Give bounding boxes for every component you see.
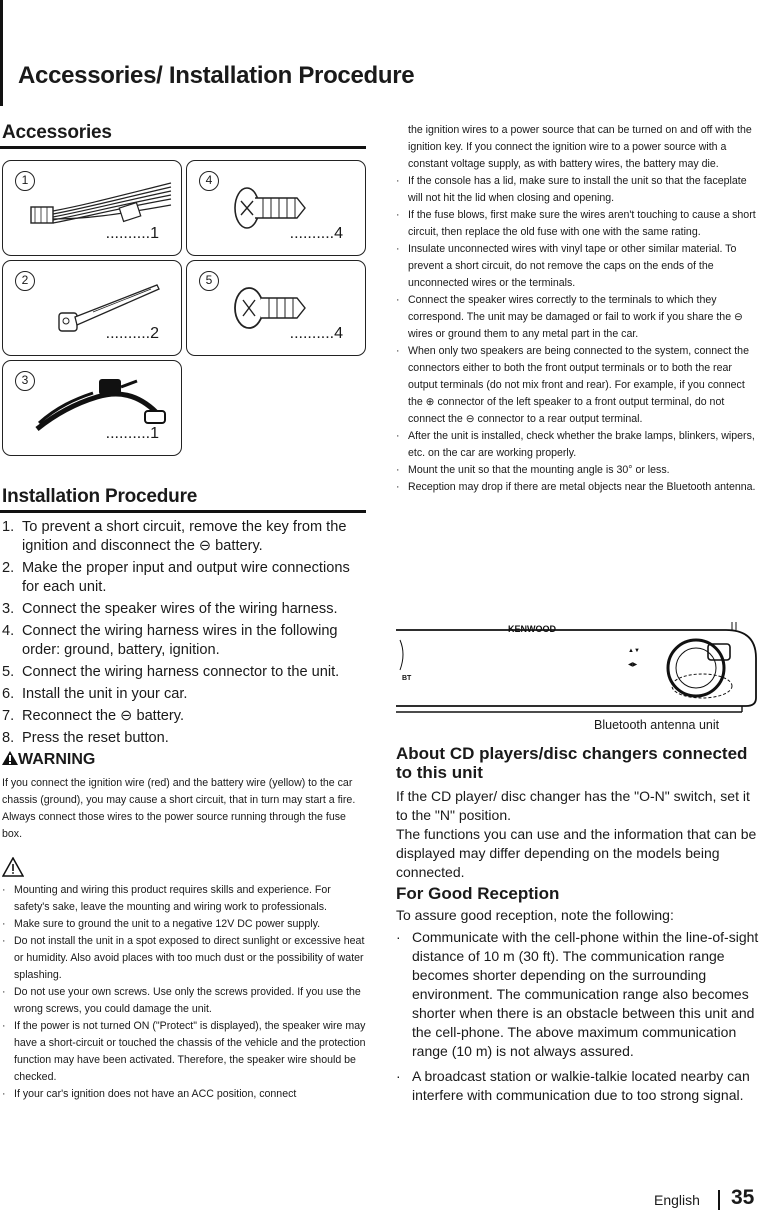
head-unit-illustration [396, 618, 759, 718]
step-text: Connect the wiring harness connector to the unit. [22, 664, 340, 680]
caution-continued-text: the ignition wires to a power source that can be turned on and off with the ignition key. If you connect the ignition wire to a power source with a constant voltage supply, as with battery wires, the battery may die. [408, 124, 752, 170]
step-text: To prevent a short circuit, remove the key from the ignition and disconnect the ⊖ battery. [22, 519, 347, 554]
good-reception-list [396, 928, 759, 1111]
page-number: 35 [731, 1186, 755, 1209]
good-reception-heading: For Good Reception [396, 884, 560, 903]
svg-text:BT: BT [402, 675, 412, 682]
list-item: · Make sure to ground the unit to a negative 12V DC power supply. [2, 918, 321, 930]
accessories-rule [0, 146, 366, 149]
list-item: · Mount the unit so that the mounting angle is 30° or less. [396, 464, 670, 476]
bullet-text: Do not install the unit in a spot exposed to direct sunlight or excessive heat or humidity. Also avoid places with too much dust or the possibility of water splashing. [14, 935, 365, 981]
accessory-number: 5 [199, 271, 219, 291]
accessory-quantity: ..........1 [105, 425, 159, 442]
step-text: Connect the speaker wires of the wiring harness. [22, 601, 338, 617]
title-bar [0, 0, 3, 106]
installation-rule [0, 510, 366, 513]
step-number: 5. [2, 664, 15, 680]
bullet-text: After the unit is installed, check whether the brake lamps, blinkers, wipers, etc. on the car are working properly. [408, 430, 755, 459]
accessory-box-5 [186, 260, 366, 356]
accessory-box-3 [2, 360, 182, 456]
step-number: 2. [2, 560, 15, 576]
caution-list-right [396, 173, 759, 496]
warning-label: WARNING [18, 751, 96, 768]
list-item: · If your car's ignition does not have an ACC position, connect [2, 1088, 297, 1100]
accessory-box-1 [2, 160, 182, 256]
list-item: · Do not use your own screws. Use only the screws provided. If you use the wrong screws, you could damage the unit. [2, 986, 361, 1015]
list-item [2, 685, 366, 704]
step-number: 1. [2, 519, 15, 535]
bullet-text: Communicate with the cell-phone within the line-of-sight distance of 10 m (30 ft). The communication range becomes shorter depending on the surrounding environment. The communication range also becomes shorter when there is an obstacle between this unit and the cell-phone. The above maximum communication range (10 m) is not always assured. [412, 929, 759, 1059]
accessory-quantity: ..........2 [105, 325, 159, 342]
step-text: Connect the wiring harness wires in the following order: ground, battery, ignition. [22, 623, 338, 658]
svg-text:◀▶: ◀▶ [628, 662, 638, 668]
accessory-quantity: ..........1 [105, 225, 159, 242]
list-item [2, 600, 366, 619]
footer-language: English [654, 1192, 700, 1208]
installation-steps [2, 518, 366, 751]
list-item: · If the console has a lid, make sure to install the unit so that the faceplate will not hit the lid when closing and opening. [396, 175, 747, 204]
bullet-text: If the power is not turned ON ("Protect" is displayed), the speaker wire may have a short-circuit or touched the chassis of the vehicle and the protection function may have been activated. Therefore, the speaker wire should be checked. [14, 1020, 366, 1083]
accessory-quantity: ..........4 [289, 225, 343, 242]
bullet-text: When only two speakers are being connected to the system, connect the connectors either to both the front output terminals or to both the rear output terminals (do not mix front and rear). For example, if you connect the ⊕ connector of the left speaker to a front output terminal, do not connect the ⊖ connector to a rear output terminal. [408, 345, 749, 425]
list-item [2, 707, 366, 726]
list-item: · When only two speakers are being connected to the system, connect the connectors either to both the front output terminals or to both the rear output terminals (do not mix front and rear). For example, if you connect the ⊕ connector of the left speaker to a front output terminal, do not connect the ⊖ connector to a rear output terminal. [396, 345, 749, 425]
step-text: Make the proper input and output wire connections for each unit. [22, 560, 350, 595]
list-item: · If the power is not turned ON ("Protect" is displayed), the speaker wire may have a short-circuit or touched the chassis of the vehicle and the protection function may have been activated. Therefore, the speaker wire should be checked. [2, 1020, 366, 1083]
caution-list-right-block [396, 122, 759, 496]
warning-heading [2, 751, 95, 769]
bullet-text: If the fuse blows, first make sure the wires aren't touching to cause a short circuit, then replace the old fuse with one with the same rating. [408, 209, 756, 238]
step-number: 3. [2, 601, 15, 617]
bullet-text: Do not use your own screws. Use only the screws provided. If you use the wrong screws, you could damage the unit. [14, 986, 361, 1015]
step-number: 7. [2, 708, 15, 724]
accessory-number: 4 [199, 171, 219, 191]
step-number: 6. [2, 686, 15, 702]
list-item: · After the unit is installed, check whether the brake lamps, blinkers, wipers, etc. on the car are working properly. [396, 430, 755, 459]
bullet-text: If your car's ignition does not have an ACC position, connect [14, 1088, 297, 1100]
bullet-text: Mount the unit so that the mounting angle is 30° or less. [408, 464, 670, 476]
brand-logo-text: KENWOOD [508, 624, 556, 634]
caution-list-left [2, 882, 368, 1103]
bullet-text: Make sure to ground the unit to a negative 12V DC power supply. [14, 918, 321, 930]
list-item: · A broadcast station or walkie-talkie located nearby can interfere with communication due to too strong signal. [396, 1068, 750, 1103]
accessories-heading: Accessories [2, 122, 112, 143]
step-text: Press the reset button. [22, 730, 169, 746]
list-item: · Communicate with the cell-phone within the line-of-sight distance of 10 m (30 ft). The communication range becomes shorter depending on the surrounding environment. The communication range also becomes shorter when there is an obstacle between this unit and the cell-phone. The above maximum communication range (10 m) is not always assured. [396, 929, 759, 1059]
list-item: · Insulate unconnected wires with vinyl tape or other similar material. To prevent a short circuit, do not remove the caps on the ends of the unconnected wires or the terminals. [396, 243, 737, 289]
about-cd-heading: About CD players/disc changers connected to this unit [396, 744, 748, 782]
accessory-box-2 [2, 260, 182, 356]
accessory-quantity: ..........4 [289, 325, 343, 342]
list-item [2, 622, 366, 660]
list-item: · Do not install the unit in a spot exposed to direct sunlight or excessive heat or humidity. Also avoid places with too much dust or the possibility of water splashing. [2, 935, 365, 981]
bullet-text: Insulate unconnected wires with vinyl tape or other similar material. To prevent a short circuit, do not remove the caps on the ends of the unconnected wires or the terminals. [408, 243, 737, 289]
list-item: · Mounting and wiring this product requires skills and experience. For safety's sake, leave the mounting and wiring work to professionals. [2, 884, 331, 913]
about-cd-paragraph-2: The functions you can use and the information that can be displayed may differ depending on the models being connected. [396, 826, 757, 880]
page-title: Accessories/ Installation Procedure [18, 62, 415, 89]
about-cd-paragraph-1: If the CD player/ disc changer has the "O-N" switch, set it to the "N" position. [396, 788, 750, 823]
footer-separator [718, 1190, 720, 1210]
step-text: Install the unit in your car. [22, 686, 188, 702]
bullet-text: A broadcast station or walkie-talkie located nearby can interfere with communication due to too strong signal. [412, 1068, 750, 1103]
list-item [2, 729, 366, 748]
list-item: · Reception may drop if there are metal objects near the Bluetooth antenna. [396, 481, 756, 493]
good-reception-intro: To assure good reception, note the following: [396, 907, 674, 923]
bluetooth-caption: Bluetooth antenna unit [594, 718, 720, 732]
step-text: Reconnect the ⊖ battery. [22, 708, 185, 724]
bullet-text: Reception may drop if there are metal objects near the Bluetooth antenna. [408, 481, 756, 493]
list-item [2, 559, 366, 597]
warning-triangle-icon [2, 751, 18, 765]
step-number: 8. [2, 730, 15, 746]
caution-triangle-icon [2, 857, 24, 877]
list-item: · If the fuse blows, first make sure the wires aren't touching to cause a short circuit, then replace the old fuse with one with the same rating. [396, 209, 756, 238]
warning-text: If you connect the ignition wire (red) and the battery wire (yellow) to the car chassis (ground), you may cause a short circuit, that in turn may start a fire. Always connect those wires to the power source running through the fuse box. [2, 777, 356, 840]
step-number: 4. [2, 623, 15, 639]
svg-text:▲▼: ▲▼ [628, 648, 640, 654]
list-item [2, 518, 366, 556]
accessory-number: 2 [15, 271, 35, 291]
bullet-text: Connect the speaker wires correctly to the terminals to which they correspond. The unit may be damaged or fail to work if you share the ⊖ wires or ground them to any metal part in the car. [408, 294, 743, 340]
list-item: · Connect the speaker wires correctly to the terminals to which they correspond. The unit may be damaged or fail to work if you share the ⊖ wires or ground them to any metal part in the car. [396, 294, 743, 340]
bullet-text: If the console has a lid, make sure to install the unit so that the faceplate will not hit the lid when closing and opening. [408, 175, 747, 204]
list-item [2, 663, 366, 682]
accessory-box-4 [186, 160, 366, 256]
installation-heading: Installation Procedure [2, 486, 198, 507]
accessory-number: 1 [15, 171, 35, 191]
bullet-text: Mounting and wiring this product requires skills and experience. For safety's sake, leave the mounting and wiring work to professionals. [14, 884, 331, 913]
accessory-number: 3 [15, 371, 35, 391]
